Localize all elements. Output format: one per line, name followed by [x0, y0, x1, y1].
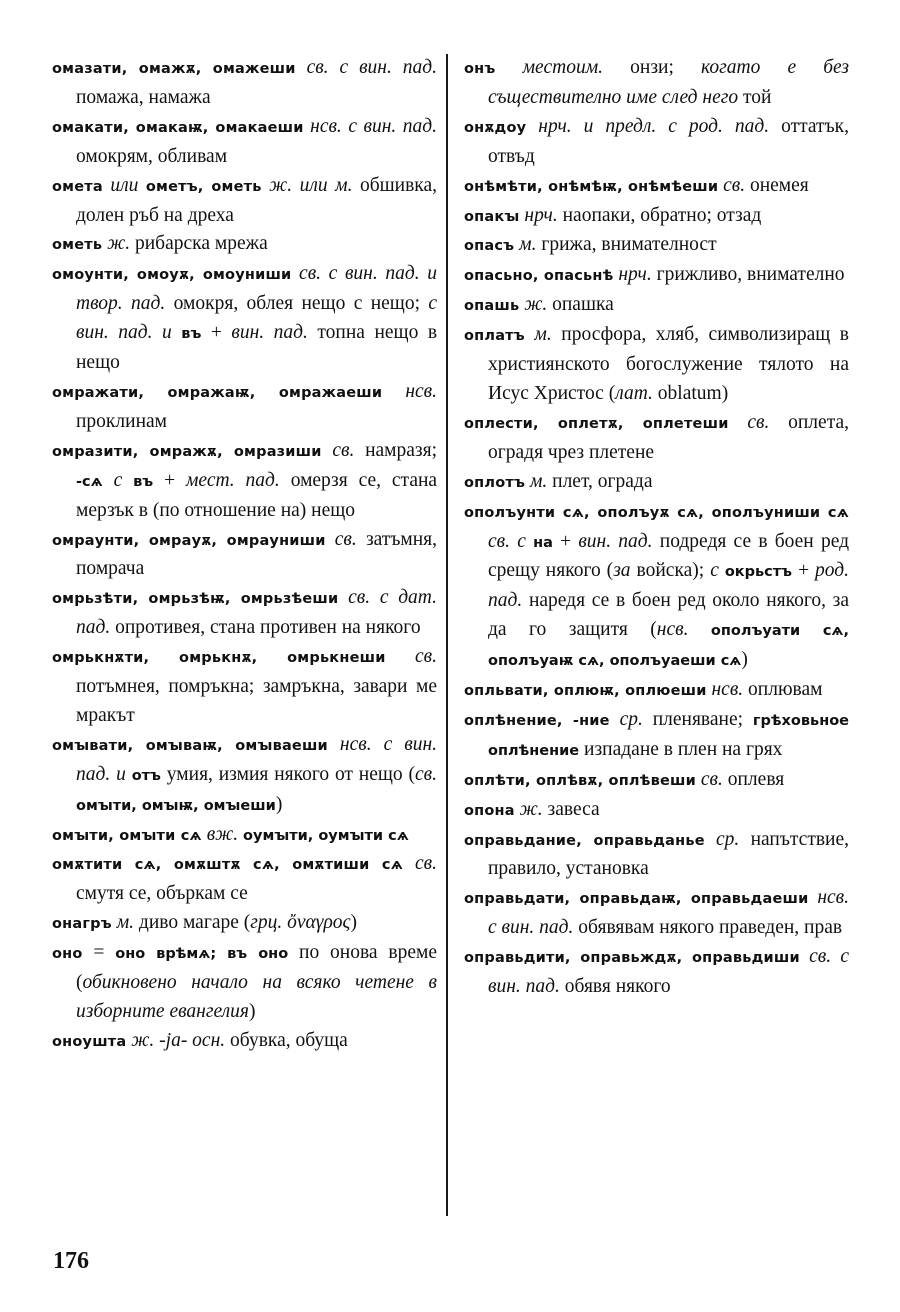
grammar-label: м.: [534, 324, 552, 346]
grammar-label: ж. или м.: [269, 174, 353, 196]
dictionary-entry: [52, 113, 437, 172]
headword: ометь: [52, 237, 103, 254]
grammar-label: нсв.: [656, 619, 689, 641]
dictionary-entry: [52, 230, 437, 260]
ocs-form: на: [533, 534, 553, 551]
grammar-label: нрч.: [524, 204, 558, 226]
headword: оно: [52, 946, 83, 963]
grammar-label: нсв. с вин. пад.: [488, 887, 849, 939]
ocs-form: отъ: [131, 767, 161, 784]
definition: той: [742, 86, 772, 108]
headword: оправьдити, оправьждѫ, оправьдиши: [464, 950, 800, 967]
dictionary-entry: [52, 643, 437, 731]
definition: омокря, облея нещо с нещо;: [173, 293, 420, 315]
headword: омакати, омакаѭ, омакаеши: [52, 119, 304, 136]
definition: опашка: [552, 294, 614, 316]
headword-variant: ометъ, ометь: [145, 178, 262, 195]
headword: омета: [52, 178, 103, 195]
page-number: 176: [53, 1248, 89, 1274]
definition: ): [721, 382, 729, 404]
dictionary-entry: [464, 172, 849, 202]
grammar-label: св.: [700, 768, 723, 790]
dictionary-entry: [52, 437, 437, 526]
definition: диво магаре (: [138, 912, 251, 934]
definition: затъмня, помрача: [76, 528, 438, 580]
dictionary-entry: [52, 1027, 437, 1057]
definition: наредя се в боен ред около някого, за да го защитя (: [488, 590, 850, 641]
definition: войска);: [636, 560, 705, 582]
grammar-label: ср.: [619, 708, 643, 730]
grammar-label: св. с вин. пад. и твор. пад.: [76, 263, 437, 315]
headword: омрьзѣти, омрьзѣѭ, омрьзѣеши: [52, 591, 339, 608]
grammar-label: м.: [529, 470, 548, 492]
ocs-form: оно врѣмѧ; въ оно: [115, 946, 289, 963]
grammar-label: м.: [519, 234, 537, 256]
definition: онзи;: [630, 57, 674, 78]
dictionary-entry: [464, 409, 849, 468]
definition: ): [248, 1001, 256, 1022]
headword: опона: [464, 802, 515, 819]
definition: пленяване;: [652, 708, 744, 730]
definition: потъмнея, помръкна; замръкна, завари ме мракът: [76, 676, 437, 726]
dictionary-entry: [464, 231, 849, 261]
dictionary-entry: [464, 54, 849, 113]
headword: онагръ: [52, 916, 112, 933]
grammar-label: св.: [723, 174, 746, 196]
headword: омоунти, омоуѫ, омоуниши: [52, 267, 292, 284]
grammar-label: св. с вин. пад.: [306, 57, 438, 78]
ocs-form: окрьстъ: [724, 564, 793, 581]
definition: обявя някого: [564, 976, 671, 998]
definition: ): [275, 793, 283, 815]
headword: омрькнѫти, омрькнѫ, омрькнеши: [52, 650, 386, 667]
definition: просфора, хляб, символизиращ в християнското богослужение тялото на Исус Христос (: [488, 324, 850, 404]
grammar-label: местоим.: [522, 57, 604, 78]
dictionary-entry: [464, 113, 849, 172]
grammar-label: св.: [332, 439, 355, 461]
headword: опльвати, оплюѭ, оплюеши: [464, 683, 707, 700]
grammar-label: с: [113, 469, 123, 491]
dictionary-entry: [52, 731, 437, 821]
dictionary-entry: [52, 378, 437, 437]
usage-note: когато е без съществително име след него: [488, 57, 850, 108]
definition: изпадане в плен на грях: [584, 738, 783, 760]
definition: рибарска мрежа: [135, 233, 268, 255]
headword: оплотъ: [464, 474, 526, 491]
headword: омꙑвати, омꙑваѭ, омꙑваеши: [52, 737, 328, 754]
headword: оноушта: [52, 1033, 127, 1050]
grammar-label: м.: [116, 912, 135, 934]
dictionary-entry: [464, 291, 849, 321]
grammar-label: ср.: [716, 828, 740, 850]
definition: напътствие, правило, установка: [488, 828, 850, 880]
definition: омокрям, обливам: [76, 145, 228, 167]
dictionary-entry: [52, 909, 437, 939]
grammar-label: св.: [747, 411, 770, 433]
dictionary-entry: [52, 172, 437, 231]
dictionary-entry: [464, 498, 849, 676]
dictionary-entry: [464, 261, 849, 291]
headword: омраунти, омрауѫ, омрауниши: [52, 532, 326, 549]
grammar-label: с вин. пад. и: [76, 293, 438, 344]
dictionary-entry: [464, 884, 849, 943]
definition: оплета, оградя чрез плетене: [488, 411, 849, 463]
dictionary-entry: [464, 202, 849, 232]
grammar-label: нрч.: [618, 264, 652, 286]
headword: оплести, оплетѫ, оплетеши: [464, 415, 729, 432]
definition: оплювам: [748, 679, 823, 701]
grammar-label: лат.: [615, 382, 653, 404]
ocs-form: въ: [181, 326, 202, 343]
definition: омерзя се, стана мерзък в (по отношение на) нещо: [76, 469, 438, 521]
usage-note: обикновено начало на всяко четене в изборните евангелия: [76, 972, 437, 1022]
ocs-form: грѣховьное оплѣнение: [488, 712, 850, 759]
headword: оплѣти, оплѣвѫ, оплѣвеши: [464, 772, 696, 789]
ocs-form: омꙑти, омꙑѭ, омꙑеши: [76, 797, 276, 814]
grammar-label: св.: [415, 853, 437, 875]
grammar-label: св. с дат. пад.: [76, 587, 438, 639]
definition: обшивка, долен ръб на дреха: [76, 174, 437, 226]
dictionary-entry: [464, 766, 849, 796]
headword: омражати, омражаѭ, омражаеши: [52, 384, 383, 401]
grammar-label: мест. пад.: [185, 469, 280, 491]
headword: оправьдати, оправьдаѭ, оправьдаеши: [464, 891, 809, 908]
grammar-label: грц.: [250, 912, 283, 934]
dictionary-entry: [52, 821, 437, 851]
grammar-label: св. с: [488, 530, 526, 552]
grammar-label: св.: [415, 646, 437, 668]
definition: обявявам някого праведен, прав: [578, 917, 843, 939]
definition: наопаки, обратно; отзад: [562, 204, 762, 226]
grammar-label: нсв.: [711, 679, 744, 701]
headword: опасъ: [464, 238, 515, 255]
headword: онѣмѣти, онѣмѣѭ, онѣмѣеши: [464, 178, 719, 195]
plus-sign: +: [210, 322, 222, 344]
dictionary-entry: [52, 939, 437, 1027]
dictionary-entry: [464, 706, 849, 766]
headword: омѫтити сѧ, омѫштѫ сѧ, омѫтиши сѧ: [52, 857, 403, 874]
definition: обувка, обуща: [230, 1029, 348, 1051]
grammar-label: или: [110, 174, 139, 196]
headword: опасьно, опасьнѣ: [464, 268, 614, 285]
definition: онемея: [749, 174, 809, 196]
cross-reference: оумꙑти, оумꙑти сѧ: [243, 827, 409, 844]
right-column: [464, 54, 849, 1002]
grammar-label: нсв. с вин. пад.: [310, 115, 437, 137]
plus-sign: +: [560, 530, 572, 552]
grammar-label: ж.: [524, 294, 548, 316]
grammar-label: нрч. и предл. с род. пад.: [538, 115, 770, 137]
headword: онѫдоу: [464, 119, 527, 136]
dictionary-entry: [464, 676, 849, 706]
grammar-label: нсв.: [405, 380, 437, 402]
grammar-label: нсв. с вин. пад. и: [76, 733, 437, 785]
headword: опашь: [464, 298, 520, 315]
headword: оправьдание, оправьданье: [464, 832, 705, 849]
left-column: [52, 54, 437, 1057]
grammar-label: за: [613, 560, 631, 582]
definition: завеса: [547, 798, 600, 820]
grammar-label: св.: [334, 528, 357, 550]
grammar-label: род. пад.: [488, 560, 850, 612]
definition: оттатък, отвъд: [488, 115, 850, 167]
headword: оплатъ: [464, 328, 525, 345]
grammar-label: св.: [415, 763, 437, 785]
definition: опротивея, стана противен на някого: [115, 617, 421, 639]
definition: ): [741, 649, 748, 671]
definition: намразя;: [365, 439, 437, 461]
definition: смутя се, объркам се: [76, 883, 248, 905]
definition: ): [350, 912, 357, 934]
definition: проклинам: [76, 410, 168, 432]
definition: подредя се в боен ред срещу някого (: [488, 530, 850, 582]
ocs-form: въ: [133, 473, 154, 490]
definition: помажа, намажа: [76, 86, 211, 108]
headword: оплѣнение, -ние: [464, 712, 610, 729]
grammar-label: вж.: [206, 823, 239, 845]
greek-word: ὄναγρος: [287, 912, 351, 934]
dictionary-entry: [464, 321, 849, 409]
latin-word: oblatum: [657, 382, 722, 404]
headword: омꙑти, омꙑти сѧ: [52, 827, 202, 844]
grammar-label: ж. -ja- осн.: [131, 1029, 226, 1051]
headword: омазати, омажѫ, омажеши: [52, 61, 296, 77]
headword: ополъунти сѧ, ополъуѫ сѧ, ополъуниши сѧ: [464, 504, 849, 521]
dictionary-entry: [52, 260, 437, 378]
equals-sign: =: [93, 942, 105, 964]
headword: опакꙑ: [464, 208, 520, 225]
definition: топна нещо в нещо: [76, 322, 438, 374]
ocs-form: ополъуати сѧ, ополъуаѭ сѧ, ополъуаеши сѧ: [488, 623, 849, 670]
definition: грижа, внимателност: [541, 234, 717, 256]
grammar-label: вин. пад.: [231, 322, 308, 344]
column-divider: [446, 54, 448, 1216]
dictionary-entry: [464, 796, 849, 826]
grammar-label: св. с вин. пад.: [488, 946, 849, 998]
dictionary-entry: [52, 526, 437, 585]
dictionary-entry: [464, 468, 849, 498]
grammar-label: с: [710, 560, 719, 582]
dictionary-entry: [52, 584, 437, 643]
grammar-label: вин. пад.: [578, 530, 653, 552]
definition: оплевя: [727, 768, 785, 790]
plus-sign: +: [164, 469, 176, 491]
grammar-label: ж.: [107, 233, 131, 255]
grammar-label: ж.: [519, 798, 543, 820]
definition: грижливо, внимателно: [656, 264, 845, 286]
headword: онъ: [464, 61, 496, 77]
plus-sign: +: [798, 560, 810, 582]
dictionary-entry: [464, 943, 849, 1002]
headword: омразити, омражѫ, омразиши: [52, 443, 322, 460]
dictionary-entry: [464, 826, 849, 885]
dictionary-entry: [52, 54, 437, 113]
definition: плет, ограда: [552, 470, 653, 492]
dictionary-entry: [52, 850, 437, 909]
definition: умия, измия някого от нещо (: [166, 763, 415, 785]
ocs-form: -сѧ: [76, 473, 103, 490]
definition: по онова време (: [76, 942, 438, 994]
